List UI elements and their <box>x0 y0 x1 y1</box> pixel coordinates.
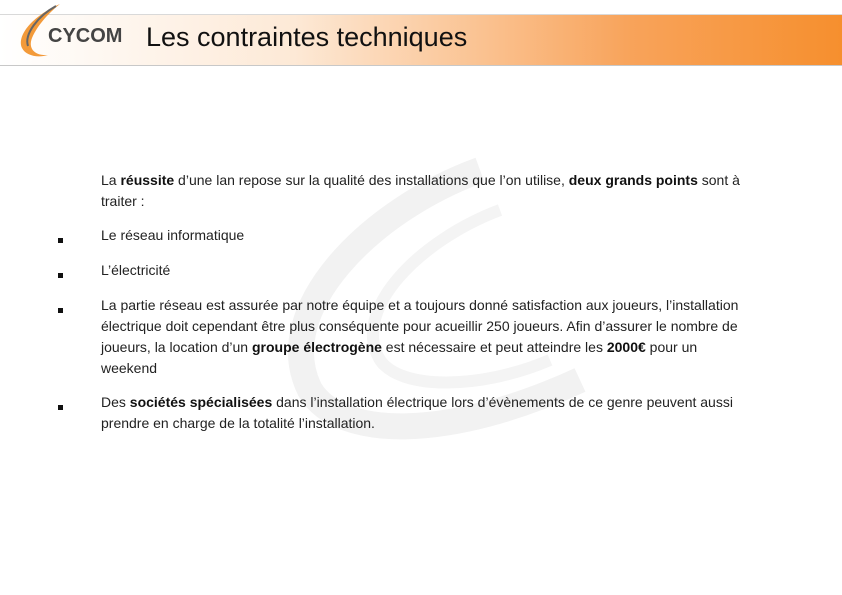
bullet-marker <box>58 308 63 313</box>
logo-text: CYCOM <box>48 25 123 47</box>
intro-paragraph: La réussite d’une lan repose sur la qualité des installations que l’on utilise, deux grands points sont à traiter : <box>101 172 740 209</box>
list-item-companies: Des sociétés spécialisées dans l’installation électrique lors d’évènements de ce genre peuvent aussi prendre en charge de la totalité l’installation. <box>101 394 733 431</box>
page-title: Les contraintes techniques <box>146 22 468 52</box>
bullet-marker <box>58 273 63 278</box>
list-item-electricity: L’électricité <box>101 262 171 278</box>
bullet-marker <box>58 405 63 410</box>
list-item-generator: La partie réseau est assurée par notre équipe et a toujours donné satisfaction aux joueurs, l’installation électrique doit cependant être plus conséquente pour acueillir 250 joueurs. Afin d’assurer le nombre de joueurs, la location d’un groupe électrogène est nécessaire et peut atteindre les 2000€ pour un weekend <box>101 297 739 376</box>
list-item-network: Le réseau informatique <box>101 227 245 243</box>
bullet-marker <box>58 238 63 243</box>
